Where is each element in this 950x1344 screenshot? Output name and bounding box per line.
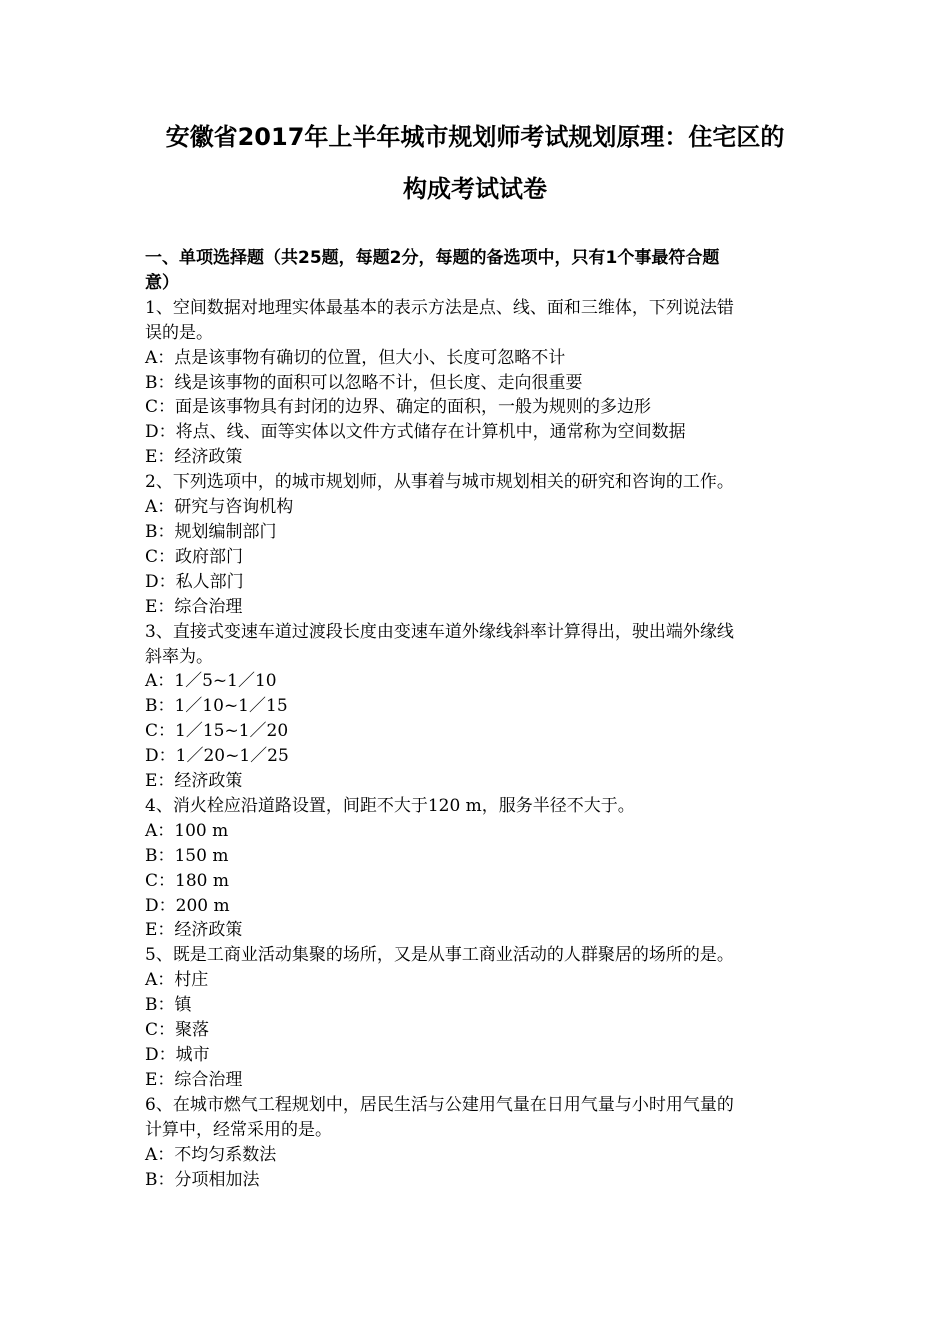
question-6-line-1: 6、在城市燃气工程规划中，居民生活与公建用气量在日用气量与小时用气量的 [145, 1094, 734, 1115]
question-2-option-d: D：私人部门 [145, 571, 244, 592]
question-5: 5、既是工商业活动集聚的场所，又是从事工商业活动的人群聚居的场所的是。 [145, 945, 734, 966]
question-2-option-b: B：规划编制部门 [145, 521, 277, 542]
document-body [145, 246, 810, 1192]
question-3-line-2: 斜率为。 [145, 646, 213, 667]
question-5-option-a: A：村庄 [145, 970, 209, 991]
question-5-option-c: C：聚落 [145, 1020, 210, 1041]
section-heading-line-2: 意） [145, 272, 179, 293]
question-3-option-c: C：1／15~1／20 [145, 721, 289, 742]
question-2-option-a: A：研究与咨询机构 [145, 497, 294, 518]
question-5-option-d: D：城市 [145, 1045, 210, 1065]
question-4: 4、消火栓应沿道路设置，间距不大于120 m，服务半径不大于。 [145, 795, 635, 816]
question-1-option-b: B：线是该事物的面积可以忽略不计，但长度、走向很重要 [145, 372, 583, 393]
question-3-option-b: B：1／10~1／15 [145, 696, 288, 717]
question-1-option-a: A：点是该事物有确切的位置，但大小、长度可忽略不计 [145, 347, 566, 368]
question-4-option-c: C：180 m [145, 870, 229, 891]
question-3-option-a: A：1／5~1／10 [145, 671, 277, 692]
question-3-option-e: E：经济政策 [145, 771, 243, 792]
question-1-line-1: 1、空间数据对地理实体最基本的表示方法是点、线、面和三维体，下列说法错 [145, 297, 734, 318]
section-heading-line-1: 一、单项选择题（共25题，每题2分，每题的备选项中，只有1个事最符合题 [145, 248, 720, 268]
question-4-option-e: E：经济政策 [145, 920, 243, 941]
question-5-option-e: E：综合治理 [145, 1069, 243, 1090]
question-3-line-1: 3、直接式变速车道过渡段长度由变速车道外缘线斜率计算得出，驶出端外缘线 [145, 621, 734, 642]
question-4-option-b: B：150 m [145, 845, 229, 866]
question-4-option-d: D：200 m [145, 895, 230, 916]
section-heading [145, 246, 810, 296]
question-2: 2、下列选项中，的城市规划师，从事着与城市规划相关的研究和咨询的工作。 [145, 472, 734, 493]
question-2-option-c: C：政府部门 [145, 546, 244, 567]
question-1-option-d: D：将点、线、面等实体以文件方式储存在计算机中，通常称为空间数据 [145, 422, 686, 443]
question-4-option-a: A：100 m [145, 820, 229, 841]
question-1-option-e: E：经济政策 [145, 447, 243, 468]
question-2-option-e: E：综合治理 [145, 596, 243, 617]
question-1-line-2: 误的是。 [145, 322, 213, 343]
question-3-option-d: D：1／20~1／25 [145, 746, 289, 767]
document-title-line-1: 安徽省2017年上半年城市规划师考试规划原理：住宅区的 [165, 123, 785, 151]
question-1-option-c: C：面是该事物具有封闭的边界、确定的面积，一般为规则的多边形 [145, 397, 652, 418]
question-6-option-b: B：分项相加法 [145, 1169, 260, 1190]
document-title-line-2: 构成考试试卷 [403, 175, 547, 203]
question-6-option-a: A：不均匀系数法 [145, 1144, 277, 1165]
question-6-line-2: 计算中，经常采用的是。 [145, 1119, 332, 1140]
question-5-option-b: B：镇 [145, 995, 192, 1016]
